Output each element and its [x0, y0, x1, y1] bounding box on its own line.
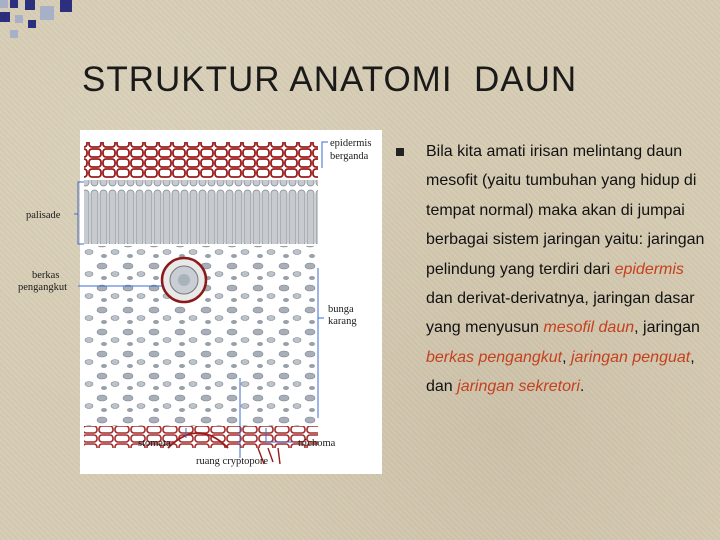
corner-decoration [0, 0, 80, 40]
label-palisade: palisade [26, 210, 61, 221]
label-trichoma: trichoma [298, 438, 336, 449]
label-epidermis-1: epidermis [330, 138, 372, 149]
text-segment: , jaringan [634, 319, 700, 337]
text-segment: . [579, 378, 585, 396]
slide-title: STRUKTUR ANATOMI DAUN [82, 60, 578, 99]
term-jaringan-penguat: jaringan penguat [571, 348, 691, 366]
term-mesofil-daun: mesofil daun [543, 319, 635, 337]
term-epidermis: epidermis [614, 260, 684, 278]
label-ruang-cryptopore: ruang cryptopore [196, 456, 269, 467]
label-berkas-1: berkas [32, 270, 60, 281]
label-bunga-2: karang [328, 316, 357, 327]
leaf-cross-section-illustration [18, 128, 384, 476]
text-segment: , dan [426, 348, 695, 396]
label-berkas-2: pengangkut [18, 282, 67, 293]
leaf-cross-section-figure [18, 128, 384, 476]
body-text-block [396, 137, 706, 402]
text-segment: Bila kita amati irisan melintang daun mesofit (yaitu tumbuhan yang hidup di tempat normal) maka akan di jumpai berbagai sistem jaringan yaitu: jaringan pelindung yang terdiri dari [426, 143, 705, 278]
term-berkas-pengangkut: berkas pengangkut [426, 348, 563, 366]
text-segment: dan derivat-derivatnya, jaringan dasar yang menyusun [426, 290, 695, 337]
label-stomata: stomata [138, 438, 171, 449]
label-bunga-1: bunga [328, 304, 354, 315]
term-jaringan-sekretori: jaringan sekretori [457, 378, 580, 396]
label-epidermis-2: berganda [330, 151, 369, 162]
body-paragraph [426, 137, 706, 402]
text-segment: , [562, 348, 571, 366]
bullet-square-icon [396, 148, 404, 156]
